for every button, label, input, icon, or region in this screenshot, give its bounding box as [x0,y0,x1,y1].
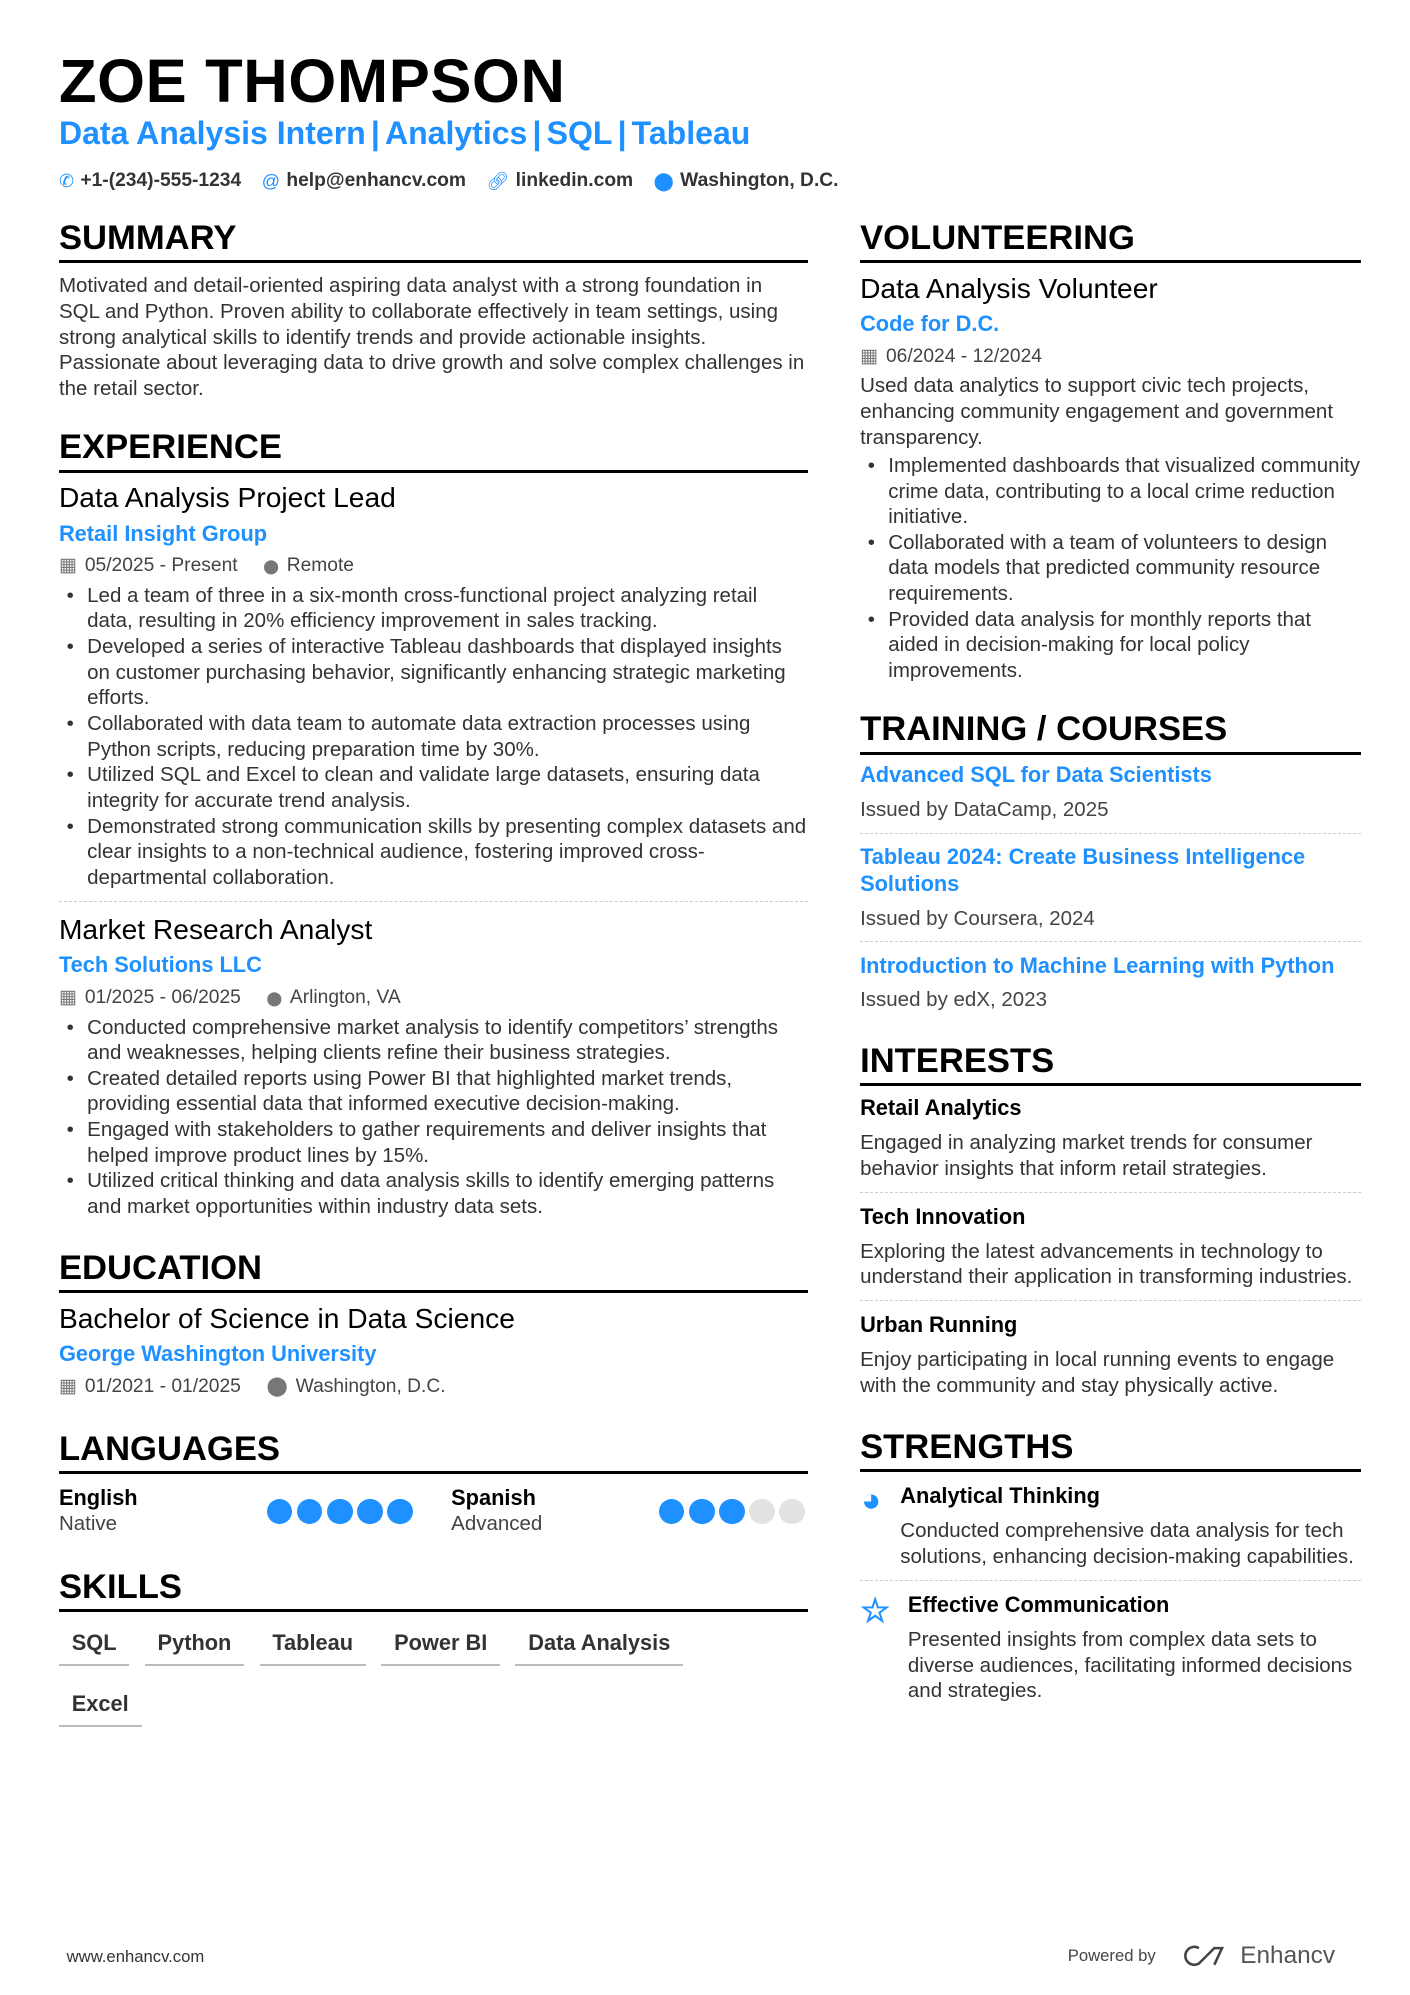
location-text: Arlington, VA [289,986,401,1008]
volunteer-bullets [860,453,1361,684]
course-issuer: Issued by Coursera, 2024 [860,906,1095,930]
strength-name: Effective Communication [907,1592,1170,1618]
dates-text: 01/2025 - 06/2025 [84,986,241,1008]
dates [860,343,1042,371]
job-list [59,480,808,1219]
interest-list [860,1094,1361,1399]
divider [59,901,808,902]
section-title: EDUCATION [59,1248,808,1293]
bullet-item: • Led a team of three in a six-month cross-functional project analyzing retail data, resulting in 20% efficiency improvement in sales tracking. [87,583,807,634]
headline-part: Tableau [631,115,751,152]
strength-body [900,1482,1361,1569]
course-name[interactable]: Tableau 2024: Create Business Intelligence Solutions [860,844,1306,896]
phone-icon: ✆ [58,170,74,191]
strength-item [860,1591,1361,1704]
candidate-name: ZOE THOMPSON [58,47,566,117]
headline-part: SQL [546,115,613,152]
head-icon: ◕ [861,1482,882,1520]
course-name[interactable]: Advanced SQL for Data Scientists [860,762,1212,788]
course-list [860,762,1361,1013]
interest-desc: Engaged in analyzing market trends for consumer behavior insights that inform retail strategies. [860,1131,1313,1180]
section-title: SUMMARY [59,218,808,263]
company: Retail Insight Group [58,520,268,546]
language-rating [267,1499,413,1525]
language-item [451,1485,807,1539]
divider [860,1580,1361,1581]
location [266,984,400,1012]
strength-body [908,1591,1361,1704]
skill-chip: SQL [59,1622,129,1665]
interest-name: Tech Innovation [860,1203,1026,1229]
strengths-section [860,1427,1361,1704]
location-text: Washington, D.C. [295,1375,446,1397]
job-role: Market Research Analyst [58,912,373,945]
volunteer-org: Code for D.C. [860,311,1000,337]
dates [59,1373,241,1401]
enhancv-logo[interactable] [1181,1942,1335,1970]
headline: Data Analysis Intern | Analytics | SQL | Tableau [58,115,751,152]
section-title: INTERESTS [860,1041,1361,1086]
rating-dot [327,1499,353,1525]
language-rating [659,1499,805,1525]
location-icon: ⬤ [266,989,283,1006]
section-title: EXPERIENCE [59,427,808,472]
interest-name: Retail Analytics [860,1095,1022,1121]
contact-linkedin[interactable] [486,170,633,192]
divider [860,1192,1361,1193]
volunteer-role: Data Analysis Volunteer [860,271,1158,304]
experience-section [59,427,808,1219]
strength-list [860,1482,1361,1703]
interest-desc: Exploring the latest advancements in technology to understand their application in transforming industries. [860,1239,1353,1289]
rating-dot [689,1499,715,1525]
rating-dot [357,1499,383,1525]
footer-powered [1068,1942,1335,1970]
divider [860,833,1361,834]
enhancv-logo-icon [1181,1943,1230,1969]
divider [860,1300,1361,1301]
section-title: TRAINING / COURSES [860,709,1361,754]
location [266,1373,445,1401]
bullet-item: • Collaborated with a team of volunteers to design data models that predicted community resource requirements. [888,530,1361,607]
rating-dot [659,1499,685,1525]
star-icon: ☆ [860,1593,890,1631]
strength-name: Analytical Thinking [900,1483,1100,1509]
language-text [59,1485,138,1539]
skill-list [59,1622,751,1727]
company: Tech Solutions LLC [58,952,262,978]
course-issuer: Issued by DataCamp, 2025 [860,797,1109,821]
location-icon: ⬤ [263,558,279,575]
language-name: English [58,1484,138,1510]
location-icon: ⬤ [653,170,674,191]
location-text: Remote [286,555,354,577]
language-item [59,1485,415,1539]
section-title: SKILLS [59,1567,808,1612]
rating-dot [297,1499,323,1525]
linkedin-text: linkedin.com [515,170,634,192]
location [263,552,354,580]
course-issuer: Issued by edX, 2023 [860,988,1047,1012]
calendar-icon: ▦ [58,986,78,1008]
dates-text: 06/2024 - 12/2024 [885,345,1042,367]
footer-website[interactable]: www.enhancv.com [66,1947,205,1967]
language-text [451,1485,542,1539]
bullet-item: • Developed a series of interactive Tableau dashboards that displayed insights on customer purchasing behavior, significantly enhancing strategic marketing efforts. [87,634,807,711]
bullet-item: • Provided data analysis for monthly reports that aided in decision-making for local policy improvements. [888,607,1361,684]
job-role: Data Analysis Project Lead [58,481,396,514]
skill-chip: Power BI [381,1622,500,1665]
volunteering-section [860,218,1361,684]
language-level: Advanced [451,1512,543,1536]
location-text: Washington, D.C. [680,170,839,192]
summary-section [59,218,808,402]
calendar-icon: ▦ [58,1375,78,1397]
bullet-item: • Conducted comprehensive market analysis to identify competitors’ strengths and weaknesses, helping clients refine their business strategies. [87,1015,807,1066]
volunteer-meta [860,343,1361,371]
bullet-item: • Created detailed reports using Power BI that highlighted market trends, providing essential data that informed executive decision-making. [87,1066,807,1117]
divider [860,941,1361,942]
rating-dot [387,1499,413,1525]
job-bullets [59,583,808,891]
education-section [59,1248,808,1401]
contact-email[interactable] [262,170,466,192]
strength-item [860,1482,1361,1569]
job-entry [59,480,808,890]
skill-chip: Tableau [260,1622,366,1665]
training-section [860,709,1361,1013]
job-meta [59,984,808,1012]
volunteer-desc: Used data analytics to support civic tech projects, enhancing community engagement and government transparency. [860,374,1334,449]
summary-text: Motivated and detail-oriented aspiring data analyst with a strong foundation in SQL and Python. Proven ability to collaborate effectively in team settings, using strong analytical skills to identify trends and provide actionable insights. Passionate about leveraging data to drive growth and solve complex challenges in the retail sector. [58,274,805,400]
interest-name: Urban Running [860,1312,1018,1338]
bullet-item: • Utilized SQL and Excel to clean and validate large datasets, ensuring data integrity for accurate trend analysis. [87,762,807,813]
course-name[interactable]: Introduction to Machine Learning with Python [860,952,1335,978]
strength-desc: Conducted comprehensive data analysis for tech solutions, enhancing decision-making capabilities. [900,1519,1354,1568]
dates-text: 05/2025 - Present [84,555,238,577]
dates-text: 01/2021 - 01/2025 [84,1375,241,1397]
rating-dot [749,1499,775,1525]
job-entry [59,901,808,1220]
skill-chip: Python [145,1622,244,1665]
degree: Bachelor of Science in Data Science [58,1301,515,1334]
dates [59,552,238,580]
skill-chip: Data Analysis [515,1622,683,1665]
languages-section [59,1429,808,1538]
bullet-item: • Implemented dashboards that visualized community crime data, contributing to a local crime reduction initiative. [888,453,1361,530]
calendar-icon: ▦ [860,345,879,367]
right-column [860,218,1361,1704]
job-bullets [59,1015,808,1220]
bullet-item: • Utilized critical thinking and data analysis skills to identify emerging patterns and market opportunities within industry data sets. [87,1168,807,1219]
job-meta [59,552,808,580]
powered-by-text: Powered by [1067,1945,1156,1965]
brand-text: Enhancv [1240,1941,1336,1969]
contact-location [654,170,839,192]
skill-chip: Excel [59,1683,142,1726]
school: George Washington University [58,1341,377,1367]
left-column [59,218,808,1727]
email-text: help@enhancv.com [286,170,466,192]
rating-dot [267,1499,293,1525]
dates [59,984,241,1012]
rating-dot [779,1499,805,1525]
language-list [59,1485,808,1539]
headline-part: Analytics [384,115,528,152]
interest-desc: Enjoy participating in local running events to engage with the community and stay physically active. [860,1348,1335,1397]
phone-text: +1-(234)-555-1234 [80,170,242,192]
bullet-item: • Engaged with stakeholders to gather requirements and deliver insights that helped improve product lines by 15%. [87,1117,807,1168]
headline-part: Data Analysis Intern [58,115,366,152]
interests-section [860,1041,1361,1399]
education-meta [59,1373,808,1401]
section-title: STRENGTHS [860,1427,1361,1472]
bullet-item: • Collaborated with data team to automate data extraction processes using Python scripts, reducing preparation time by 30%. [87,711,807,762]
strength-desc: Presented insights from complex data sets to diverse audiences, facilitating informed decisions and strategies. [907,1627,1353,1703]
language-level: Native [58,1512,118,1536]
contact-phone[interactable] [59,170,241,192]
link-icon: 🔗︎ [486,170,510,191]
location-icon: ⬤ [266,1375,288,1397]
section-title: VOLUNTEERING [860,218,1361,263]
skills-section [59,1567,808,1727]
bullet-item: • Demonstrated strong communication skills by presenting complex datasets and clear insights to a non-technical audience, fostering improved cross-departmental collaboration. [87,814,807,891]
contact-list [59,170,839,192]
language-name: Spanish [451,1484,536,1510]
calendar-icon: ▦ [58,555,78,577]
at-icon: @ [261,170,280,191]
section-title: LANGUAGES [59,1429,808,1474]
rating-dot [719,1499,745,1525]
